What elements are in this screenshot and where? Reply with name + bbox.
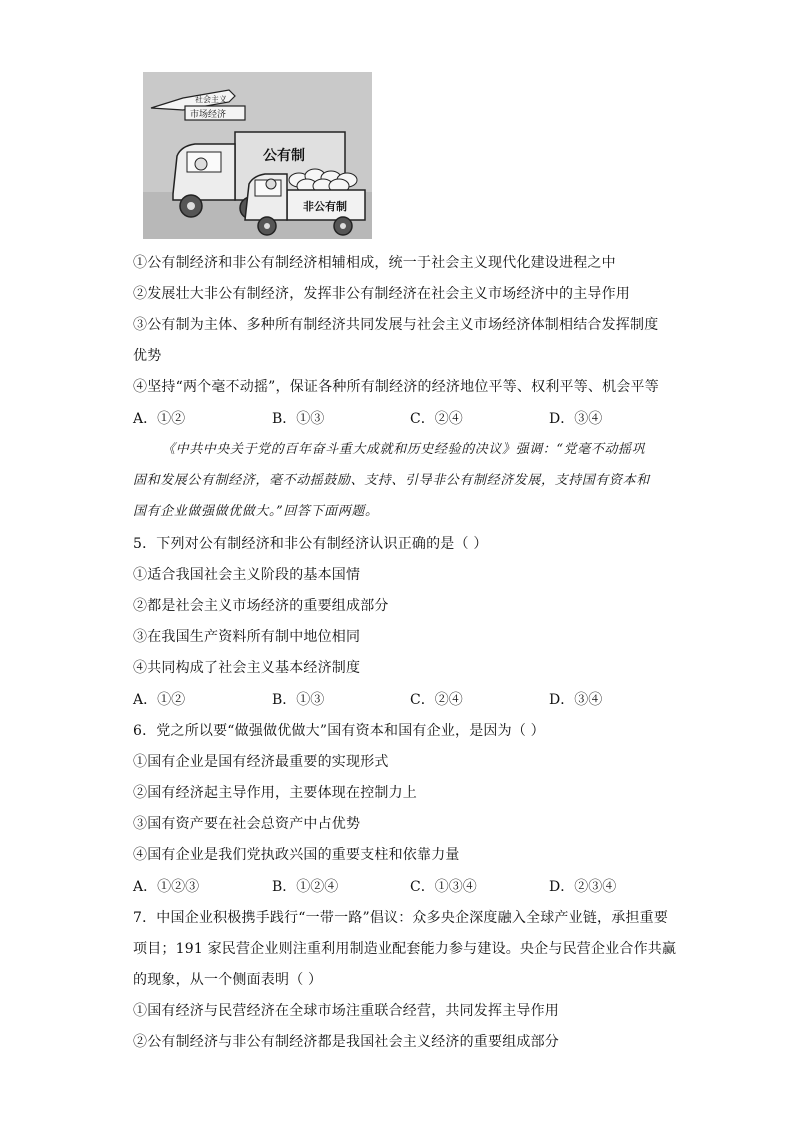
- q7-stem-line-2: 项目；191 家民营企业则注重利用制造业配套能力参与建设。央企与民营企业合作共赢: [133, 941, 677, 957]
- q4-statement-3: ③公有制为主体、多种所有制经济共同发展与社会主义市场经济体制相结合发挥制度: [133, 317, 659, 333]
- q5-statement-3: ③在我国生产资料所有制中地位相同: [133, 629, 361, 645]
- sign-text-line2: 市场经济: [190, 110, 227, 120]
- small-truck-label: 非公有制: [303, 200, 347, 213]
- q5-stem: 5．下列对公有制经济和非公有制经济认识正确的是（ ）: [133, 536, 488, 552]
- q7-stem-line-3: 的现象，从一个侧面表明（ ）: [133, 972, 323, 988]
- q4-option-c[interactable]: C．②④: [410, 411, 463, 427]
- q6-option-a[interactable]: A．①②③: [133, 879, 200, 895]
- q7-statement-1: ①国有经济与民营经济在全球市场注重联合经营，共同发挥主导作用: [133, 1003, 559, 1019]
- cartoon-illustration: [143, 72, 372, 239]
- q6-stem: 6．党之所以要“做强做优做大”国有资本和国有企业，是因为（ ）: [133, 723, 545, 739]
- q6-option-c[interactable]: C．①③④: [410, 879, 477, 895]
- q5-statement-1: ①适合我国社会主义阶段的基本国情: [133, 567, 361, 583]
- q4-statement-3-continued: 优势: [133, 348, 162, 364]
- q6-statement-3: ③国有资产要在社会总资产中占优势: [133, 816, 361, 832]
- q6-statement-1: ①国有企业是国有经济最重要的实现形式: [133, 754, 389, 770]
- q5-option-d[interactable]: D．③④: [549, 692, 603, 708]
- material-line-2: 固和发展公有制经济，毫不动摇鼓励、支持、引导非公有制经济发展，支持国有资本和: [133, 473, 650, 488]
- q5-statement-4: ④共同构成了社会主义基本经济制度: [133, 660, 361, 676]
- q4-option-a[interactable]: A．①②: [133, 411, 186, 427]
- q4-statement-2: ②发展壮大非公有制经济，发挥非公有制经济在社会主义市场经济中的主导作用: [133, 286, 630, 302]
- q6-statement-4: ④国有企业是我们党执政兴国的重要支柱和依靠力量: [133, 847, 460, 863]
- q5-option-c[interactable]: C．②④: [410, 692, 463, 708]
- sign-text-line1: 社会主义: [195, 95, 227, 104]
- q7-statement-2: ②公有制经济与非公有制经济都是我国社会主义经济的重要组成部分: [133, 1034, 559, 1050]
- q6-option-d[interactable]: D．②③④: [549, 879, 617, 895]
- q5-statement-2: ②都是社会主义市场经济的重要组成部分: [133, 598, 389, 614]
- q4-statement-4: ④坚持“两个毫不动摇”，保证各种所有制经济的经济地位平等、权利平等、机会平等: [133, 379, 659, 395]
- q4-option-b[interactable]: B．①③: [272, 411, 325, 427]
- q5-option-a[interactable]: A．①②: [133, 692, 186, 708]
- material-line-3: 国有企业做强做优做大。”回答下面两题。: [133, 504, 379, 519]
- material-line-1: 《中共中央关于党的百年奋斗重大成就和历史经验的决议》强调：“党毫不动摇巩: [162, 442, 646, 457]
- q5-option-b[interactable]: B．①③: [272, 692, 325, 708]
- q7-stem-line-1: 7．中国企业积极携手践行“一带一路”倡议：众多央企深度融入全球产业链，承担重要: [133, 910, 669, 926]
- q6-option-b[interactable]: B．①②④: [272, 879, 339, 895]
- big-truck-label: 公有制: [263, 148, 305, 164]
- q4-statement-1: ①公有制经济和非公有制经济相辅相成，统一于社会主义现代化建设进程之中: [133, 255, 616, 271]
- q4-option-d[interactable]: D．③④: [549, 411, 603, 427]
- q6-statement-2: ②国有经济起主导作用，主要体现在控制力上: [133, 785, 417, 801]
